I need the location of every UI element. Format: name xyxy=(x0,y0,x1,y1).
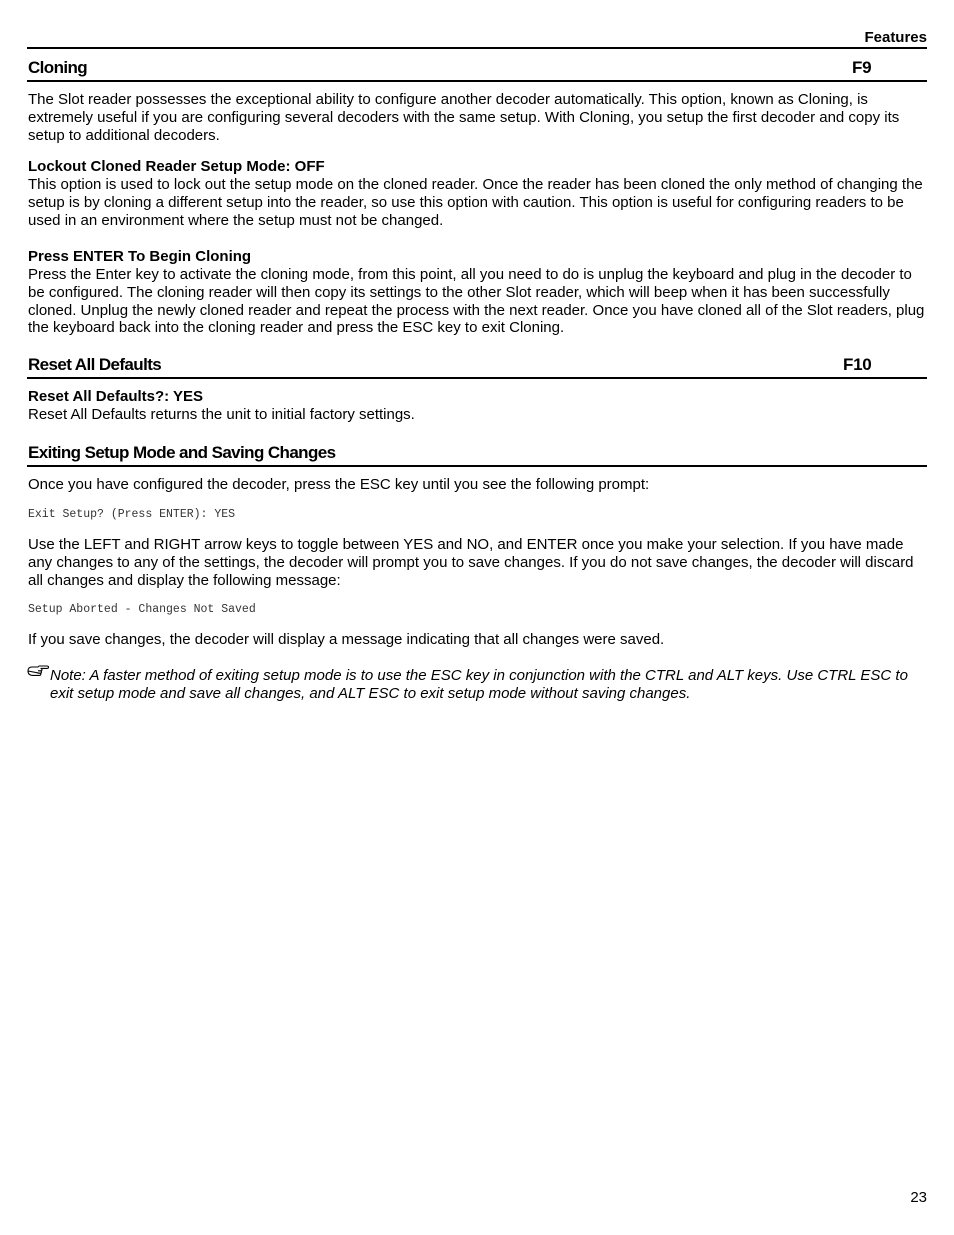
note-paragraph: Note: A faster method of exiting setup mode is to use the ESC key in conjunction with the CTRL and ALT keys. Use CTRL ESC to exit setup mode and save all changes, and ALT ESC to exit setup mode without saving changes. xyxy=(50,667,908,702)
running-head: Features xyxy=(864,29,927,46)
setup-aborted-message: Setup Aborted - Changes Not Saved xyxy=(28,603,256,616)
function-key-label: F9 xyxy=(852,58,872,77)
section-title: Cloning xyxy=(28,58,88,77)
press-enter-subheading: Press ENTER To Begin Cloning xyxy=(28,248,252,265)
exiting-paragraph-2: Use the LEFT and RIGHT arrow keys to toggle between YES and NO, and ENTER once you make your selection. If you have made any changes to any of the settings, the decoder will prompt you to save changes. If you do not save changes, the decoder will discard all changes and display the following message: xyxy=(28,536,914,589)
reset-subheading: Reset All Defaults?: YES xyxy=(28,388,204,405)
exiting-paragraph-1: Once you have configured the decoder, press the ESC key until you see the following prompt: xyxy=(28,476,650,493)
lockout-paragraph: This option is used to lock out the setup mode on the cloned reader. Once the reader has been cloned the only method of changing the setup is by cloning a different setup into the reader, so use this option with caution. This option is useful for configuring readers to be used in an environment where the setup must not be changed. xyxy=(28,176,923,229)
reset-paragraph: Reset All Defaults returns the unit to initial factory settings. xyxy=(28,406,415,423)
section-heading-reset xyxy=(27,355,927,379)
section-heading-cloning xyxy=(27,58,927,82)
lockout-subheading: Lockout Cloned Reader Setup Mode: OFF xyxy=(28,158,325,175)
exit-setup-prompt: Exit Setup? (Press ENTER): YES xyxy=(28,508,236,521)
exiting-paragraph-3: If you save changes, the decoder will display a message indicating that all changes were saved. xyxy=(28,631,665,648)
section-title: Exiting Setup Mode and Saving Changes xyxy=(28,443,336,462)
pointing-hand-icon xyxy=(27,662,49,678)
section-title: Reset All Defaults xyxy=(28,355,162,374)
cloning-intro-paragraph: The Slot reader possesses the exceptional ability to configure another decoder automatically. This option, known as Cloning, is extremely useful if you are configuring several decoders with the same setup. With Cloning, you setup the first decoder and copy its setup to additional decoders. xyxy=(28,91,900,144)
page-number: 23 xyxy=(910,1189,927,1206)
press-enter-paragraph: Press the Enter key to activate the cloning mode, from this point, all you need to do is unplug the keyboard and plug in the decoder to be configured. The cloning reader will then copy its settings to the other Slot reader, which will beep when it has been successfully cloned. Unplug the newly cloned reader and repeat the process with the next reader. Once you have cloned all of the Slot readers, plug the keyboard back into the cloning reader and press the ESC key to exit Cloning. xyxy=(28,266,925,337)
section-heading-exiting xyxy=(27,443,927,467)
function-key-label: F10 xyxy=(843,355,872,374)
header-rule xyxy=(27,47,927,49)
